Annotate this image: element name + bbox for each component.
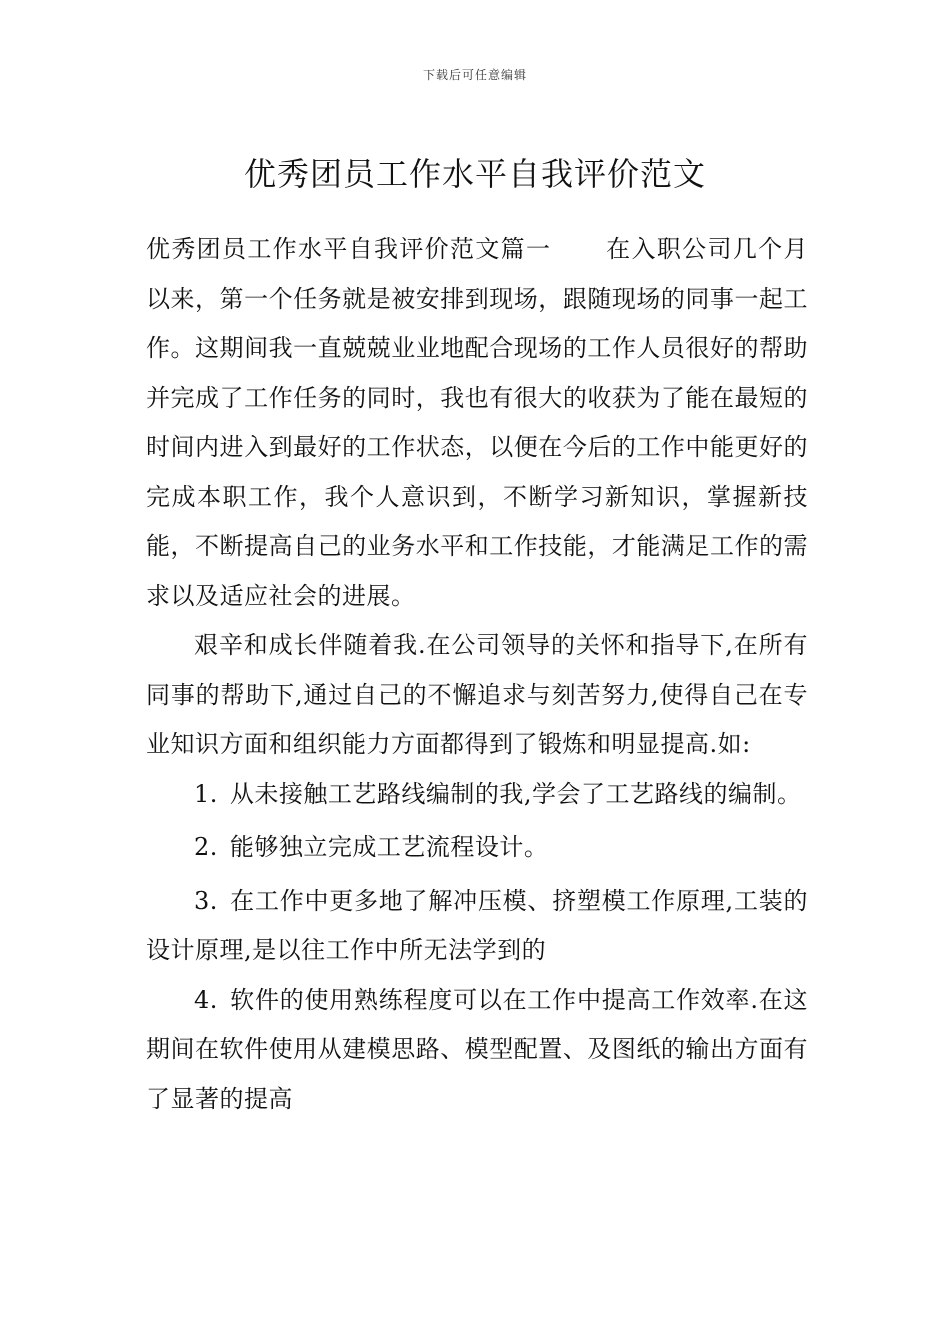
paragraph-2: 艰辛和成长伴随着我.在公司领导的关怀和指导下,在所有同事的帮助下,通过自己的不懈追求与刻苦努力,使得自己在专业知识方面和组织能力方面都得到了锻炼和明显提高.如: [146,631,808,758]
paragraph-1 [146,225,808,621]
section-heading: 优秀团员工作水平自我评价范文篇一 [146,235,552,263]
list-number: 4. [194,985,218,1014]
paragraph-1-text: 在入职公司几个月以来，第一个任务就是被安排到现场，跟随现场的同事一起工作。这期间我一直兢兢业业地配合现场的工作人员很好的帮助并完成了工作任务的同时，我也有很大的收获为了能在最短的时间内进入到最好的工作状态，以便在今后的工作中能更好的完成本职工作，我个人意识到，不断学习新知识，掌握新技能，不断提高自己的业务水平和工作技能，才能满足工作的需求以及适应社会的进展。 [146,235,809,610]
list-item-3 [146,877,808,976]
list-item-1 [146,770,808,820]
list-text: 软件的使用熟练程度可以在工作中提高工作效率.在这期间在软件使用从建模思路、模型配置、及图纸的输出方面有了显著的提高 [146,985,808,1113]
list-number: 1. [194,779,218,808]
list-number: 3. [194,886,218,915]
list-item-4 [146,976,808,1125]
list-text: 能够独立完成工艺流程设计。 [229,833,549,861]
document-title: 优秀团员工作水平自我评价范文 [243,155,706,194]
list-text: 在工作中更多地了解冲压模、挤塑模工作原理,工装的设计原理,是以往工作中所无法学到的 [146,886,808,964]
header-note: 下载后可任意编辑 [422,68,527,82]
list-text: 从未接触工艺路线编制的我,学会了工艺路线的编制。 [229,779,802,808]
list-item-2 [146,823,808,873]
list-number: 2. [194,833,218,861]
document-body [146,225,808,1124]
